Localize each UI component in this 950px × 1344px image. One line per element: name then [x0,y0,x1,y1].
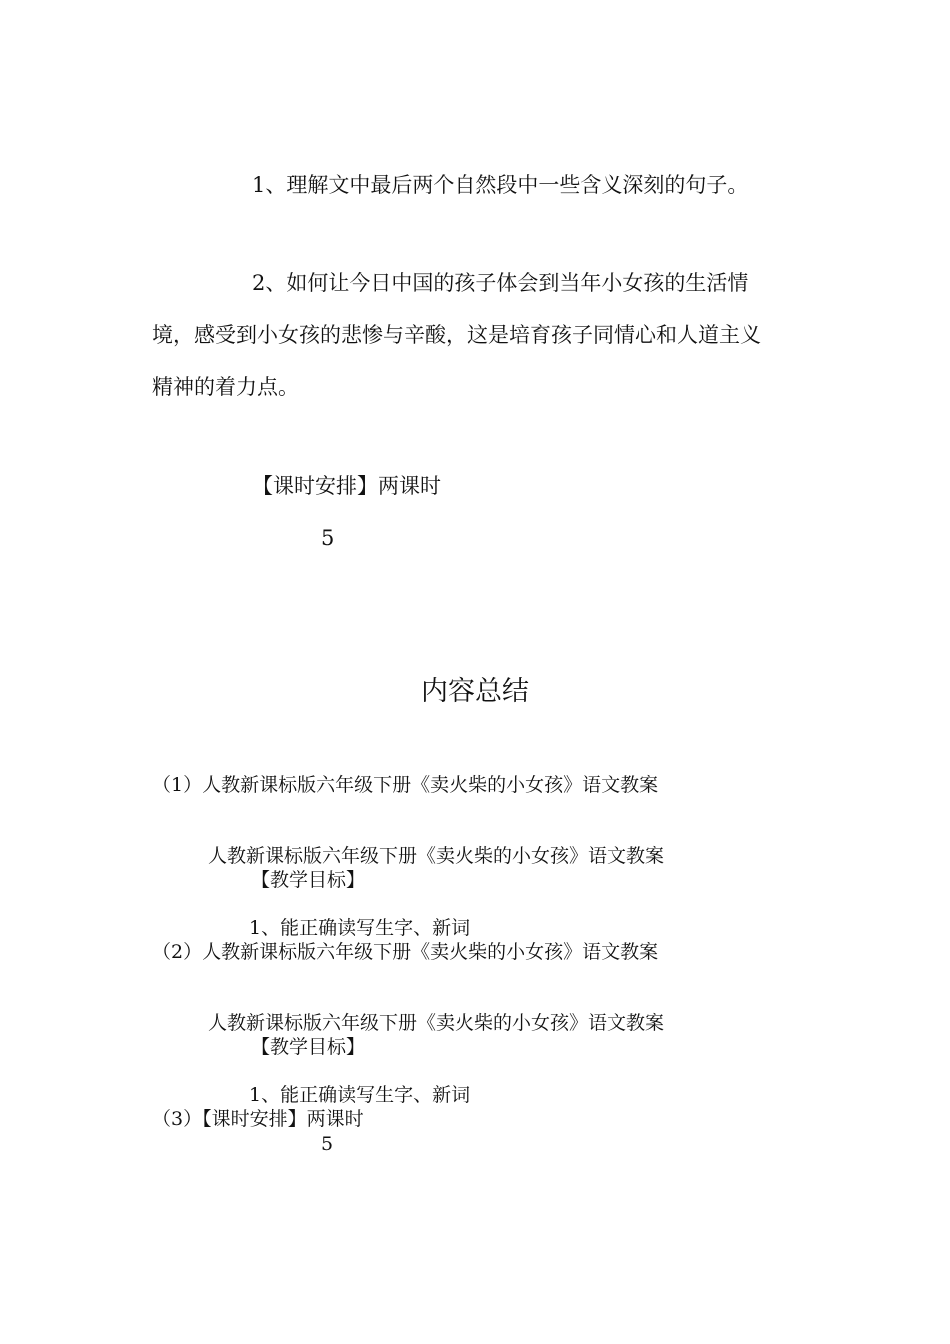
summary-item-2-subtitle: 人教新课标版六年级下册《卖火柴的小女孩》语文教案 [208,1012,665,1034]
schedule-line: 【课时安排】两课时 [252,474,441,498]
summary-item-1-subtitle: 人教新课标版六年级下册《卖火柴的小女孩》语文教案 [208,845,665,867]
objective-paragraph-1: 1、理解文中最后两个自然段中一些含义深刻的句子。 [252,173,749,197]
summary-item-2-heading: （2）人教新课标版六年级下册《卖火柴的小女孩》语文教案 [152,941,659,963]
summary-item-3-page-number: 5 [321,1133,334,1155]
summary-item-1-heading: （1）人教新课标版六年级下册《卖火柴的小女孩》语文教案 [152,774,659,796]
objective-paragraph-2-line-1: 2、如何让今日中国的孩子体会到当年小女孩的生活情 [252,271,749,295]
summary-item-1-objective-item: 1、能正确读写生字、新词 [249,917,471,939]
objective-paragraph-2-line-3: 精神的着力点。 [152,375,299,399]
summary-title: 内容总结 [421,676,529,707]
summary-item-1-objective-label: 【教学目标】 [251,869,366,891]
objective-paragraph-2-line-2: 境，感受到小女孩的悲惨与辛酸，这是培育孩子同情心和人道主义 [152,323,761,347]
summary-item-3-heading: （3）【课时安排】两课时 [152,1108,364,1130]
page-number: 5 [321,526,335,550]
summary-item-2-objective-label: 【教学目标】 [251,1036,366,1058]
summary-item-2-objective-item: 1、能正确读写生字、新词 [249,1084,471,1106]
